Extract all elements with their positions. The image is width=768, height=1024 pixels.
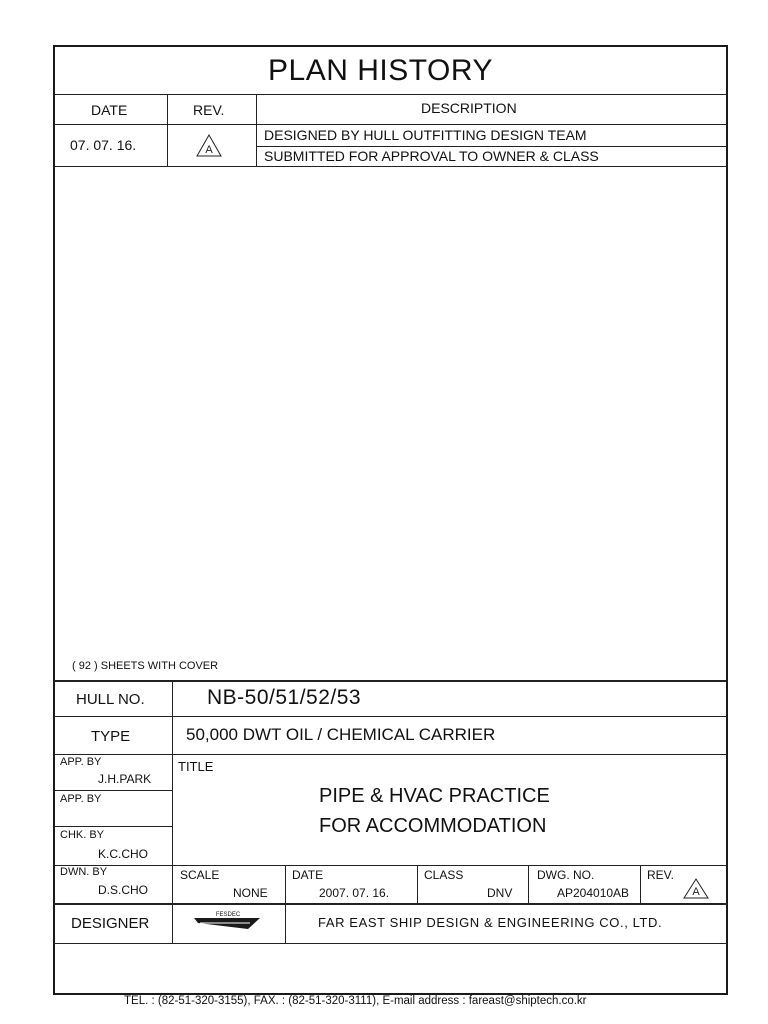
svg-text:FESDEC: FESDEC	[215, 912, 241, 918]
dwg-no-value: AP204010AB	[557, 886, 630, 900]
history-entry-date: 07. 07. 16.	[70, 137, 137, 153]
dwn-by-name: D.S.CHO	[98, 883, 149, 897]
scale-label: SCALE	[180, 868, 220, 882]
footer-contact: TEL. : (82-51-320-3155), FAX. : (82-51-320-3111), E-mail address : fareast@shiptech.co.kr	[124, 995, 587, 1007]
rev-label: REV.	[647, 868, 674, 882]
app-by-name-1: J.H.PARK	[98, 772, 152, 786]
drawing-title-line1: PIPE & HVAC PRACTICE	[319, 785, 550, 807]
plan-history-title: PLAN HISTORY	[268, 54, 493, 87]
fesdec-logo	[190, 909, 266, 931]
title-label: TITLE	[178, 759, 214, 774]
designer-label: DESIGNER	[71, 915, 150, 932]
date-column-header: DATE	[91, 102, 128, 118]
revision-a-triangle-icon	[196, 134, 222, 158]
sheets-count-note: ( 92 ) SHEETS WITH COVER	[72, 660, 219, 672]
history-entry-line1: DESIGNED BY HULL OUTFITTING DESIGN TEAM	[264, 127, 587, 143]
class-value: DNV	[487, 886, 513, 900]
rev-column-header: REV.	[193, 102, 225, 118]
date-value: 2007. 07. 16.	[319, 886, 390, 900]
drawing-title-line2: FOR ACCOMMODATION	[319, 815, 547, 837]
class-label: CLASS	[424, 868, 464, 882]
app-by-label-1: APP. BY	[60, 756, 102, 768]
dwg-no-label: DWG. NO.	[537, 868, 595, 882]
history-entry-line2: SUBMITTED FOR APPROVAL TO OWNER & CLASS	[264, 148, 599, 164]
hull-no-value: NB-50/51/52/53	[207, 686, 362, 709]
app-by-label-2: APP. BY	[60, 793, 102, 805]
date-label: DATE	[292, 868, 324, 882]
dwn-by-label: DWN. BY	[60, 866, 108, 878]
chk-by-name: K.C.CHO	[98, 847, 149, 861]
svg-text:A: A	[205, 144, 213, 156]
scale-value: NONE	[233, 886, 268, 900]
company-name: FAR EAST SHIP DESIGN & ENGINEERING CO., LTD.	[318, 915, 663, 930]
type-label: TYPE	[91, 728, 131, 745]
svg-text:A: A	[692, 886, 700, 898]
chk-by-label: CHK. BY	[60, 829, 105, 841]
drawing-frame	[53, 45, 728, 995]
type-value: 50,000 DWT OIL / CHEMICAL CARRIER	[186, 725, 496, 744]
hull-no-label: HULL NO.	[76, 691, 145, 708]
revision-a-triangle-icon	[683, 878, 709, 900]
description-column-header: DESCRIPTION	[421, 100, 517, 116]
